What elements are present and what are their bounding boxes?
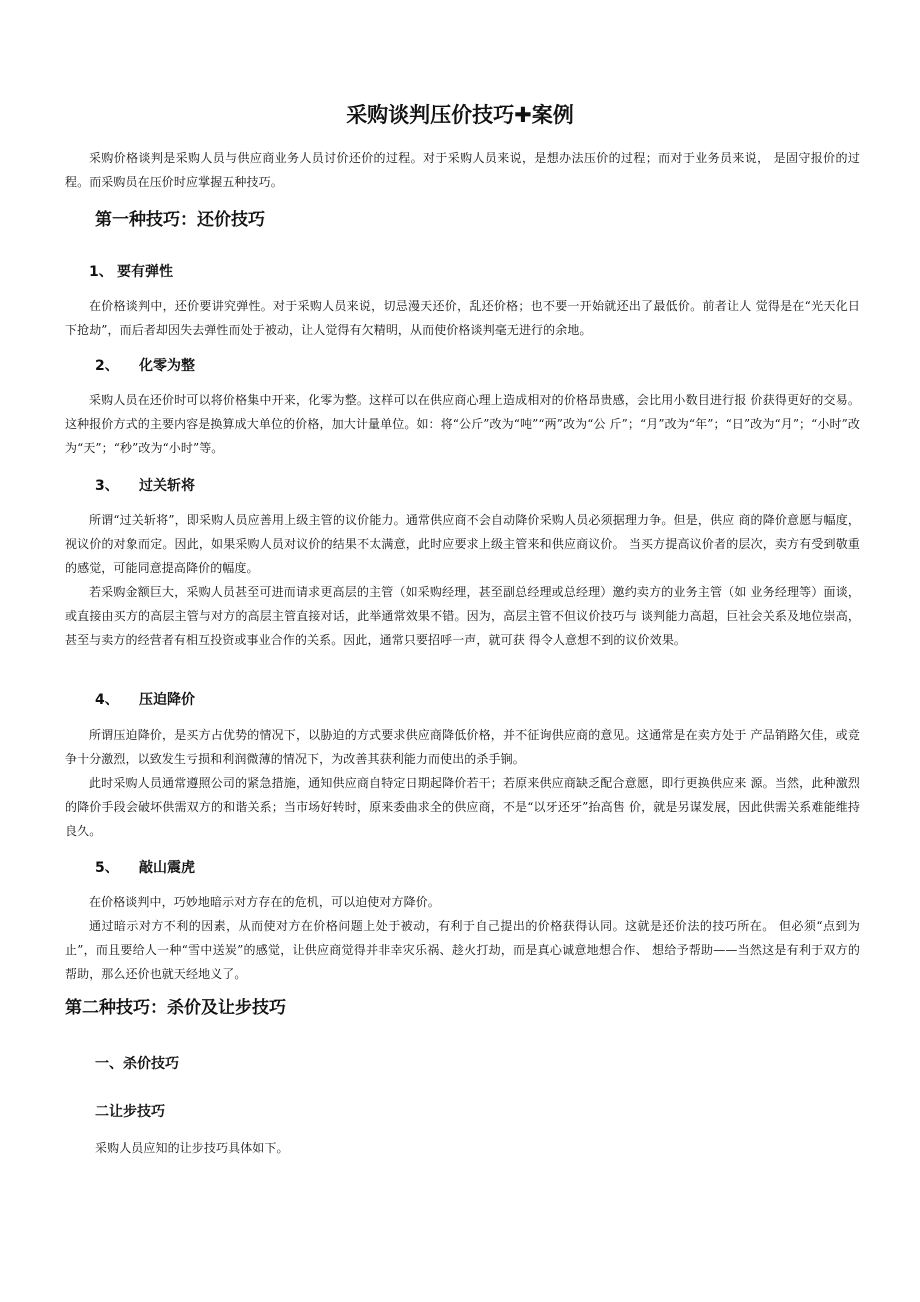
item1-paragraph: 在价格谈判中，还价要讲究弹性。对于采购人员来说，切忌漫天还价，乱还价格；也不要一开始就还出了最低价。前者让人 觉得是在“光天化日下抢劫”，而后者却因失去弹性而处于被动，让人觉得有欠精明，从而使价格谈判毫无进行的余地。: [65, 299, 860, 337]
item2-title: 化零为整: [139, 358, 195, 374]
item5-heading: [95, 858, 195, 878]
item4-title: 压迫降价: [139, 692, 195, 708]
item4-heading: [95, 690, 195, 710]
item3-title: 过关斩将: [139, 478, 195, 494]
item2-paragraph: 采购人员在还价时可以将价格集中开来，化零为整。这样可以在供应商心理上造成相对的价格昂贵感，会比用小数目进行报 价获得更好的交易。这种报价方式的主要内容是换算成大单位的价格，加大计量单位。如：将“公斤”改为“吨”“两”改为“公 斤”；“月”改为“年”；“日”改为“月”；“小时”改为“天”；“秒”改为“小时”等。: [65, 393, 860, 455]
item2-number: 2、: [95, 358, 119, 374]
item1-heading: [89, 262, 173, 282]
item4-paragraph-2: 此时采购人员通常遵照公司的紧急措施，通知供应商自特定日期起降价若干；若原来供应商缺乏配合意愿，即行更换供应来 源。当然，此种激烈的降价手段会破坏供需双方的和谐关系；当市场好转时，原来委曲求全的供应商，不是“以牙还牙”抬高售 价，就是另谋发展，因此供需关系难能维持良久。: [65, 776, 860, 838]
item5-number: 5、: [95, 860, 119, 876]
item2-heading: [95, 356, 195, 376]
item3-paragraph-1: 所谓“过关斩将”，即采购人员应善用上级主管的议价能力。通常供应商不会自动降价采购人员必须据理力争。但是，供应 商的降价意愿与幅度，视议价的对象而定。因此，如果采购人员对议价的结果不太满意，此时应要求上级主管来和供应商议价。 当买方提高议价者的层次，卖方有受到敬重的感觉，可能同意提高降价的幅度。: [65, 513, 860, 575]
item3-paragraph-2: 若采购金额巨大，采购人员甚至可进而请求更高层的主管（如采购经理，甚至副总经理或总经理）邀约卖方的业务主管（如 业务经理等）面谈，或直接由买方的高层主管与对方的高层主管直接对话，此举通常效果不错。因为，高层主管不但议价技巧与 谈判能力高超，巨社会关系及地位崇高，甚至与卖方的经营者有相互投资或事业合作的关系。因此，通常只要招呼一声，就可获 得令人意想不到的议价效果。: [65, 585, 860, 647]
section2-sub2-heading: 二让步技巧: [95, 1104, 165, 1120]
item5-paragraph-1: 在价格谈判中，巧妙地暗示对方存在的危机，可以迫使对方降价。: [89, 895, 440, 909]
section2-sub1-heading: 一、杀价技巧: [95, 1056, 179, 1072]
item3-number: 3、: [95, 478, 119, 494]
item1-number: 1、: [89, 264, 113, 280]
intro-paragraph: 采购价格谈判是采购人员与供应商业务人员讨价还价的过程。对于采购人员来说，是想办法压价的过程；而对于业务员来说， 是固守报价的过程。而采购员在压价时应掌握五种技巧。: [65, 151, 860, 189]
item5-title: 敲山震虎: [139, 860, 195, 876]
item4-paragraph-1: 所谓压迫降价，是买方占优势的情况下，以胁迫的方式要求供应商降低价格，并不征询供应商的意见。这通常是在卖方处于 产品销路欠佳，或竞争十分激烈，以致发生亏损和利润微薄的情况下，为改善其获利能力而使出的杀手锏。: [65, 728, 860, 766]
section2-heading: 第二种技巧：杀价及让步技巧: [65, 998, 286, 1018]
item4-number: 4、: [95, 692, 119, 708]
page-title: 采购谈判压价技巧✚案例: [346, 103, 574, 127]
section1-heading: 第一种技巧：还价技巧: [95, 210, 265, 230]
item1-title: 要有弹性: [117, 264, 173, 280]
item5-paragraph-2: 通过暗示对方不利的因素，从而使对方在价格问题上处于被动，有利于自己提出的价格获得认同。这就是还价法的技巧所在。 但必须“点到为止”，而且要给人一种“雪中送炭”的感觉，让供应商觉得并非幸灾乐祸、趁火打劫，而是真心诚意地想合作、 想给予帮助——当然这是有利于双方的帮助，那么还价也就天经地义了。: [65, 919, 860, 981]
item3-heading: [95, 476, 195, 496]
section2-paragraph: 采购人员应知的让步技巧具体如下。: [95, 1141, 289, 1155]
